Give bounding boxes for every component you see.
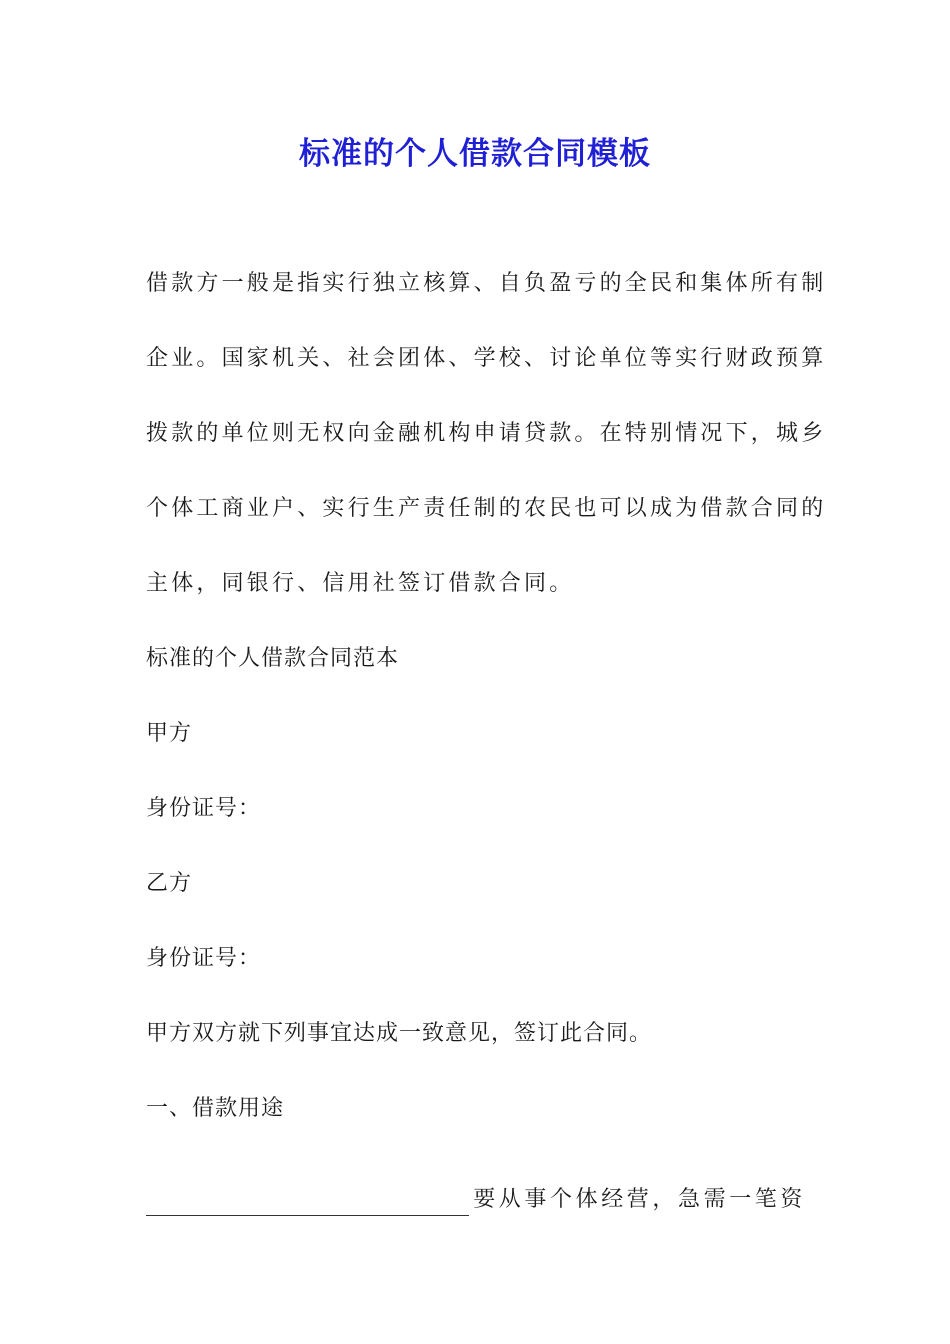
document-title: 标准的个人借款合同模板 — [299, 136, 651, 172]
intro-line-5: 主体，同银行、信用社签订借款合同。 — [146, 571, 575, 596]
document-body — [146, 262, 827, 1237]
party-a-label: 甲方 — [146, 721, 193, 746]
section-1-fill-line — [146, 1162, 806, 1237]
intro-line-2: 企业。国家机关、社会团体、学校、讨论单位等实行财政预算 — [146, 346, 827, 371]
party-b-id-label: 身份证号： — [146, 946, 262, 971]
section-1-text: 要从事个体经营，急需一笔资 — [473, 1186, 806, 1212]
intro-line-3: 拨款的单位则无权向金融机构申请贷款。在特别情况下，城乡 — [146, 421, 827, 446]
agreement-statement: 甲方双方就下列事宜达成一致意见，签订此合同。 — [146, 1021, 653, 1046]
intro-line-1: 借款方一般是指实行独立核算、自负盈亏的全民和集体所有制 — [146, 271, 827, 296]
sample-heading: 标准的个人借款合同范本 — [146, 646, 400, 671]
party-a-id-label: 身份证号： — [146, 796, 262, 821]
party-b-label: 乙方 — [146, 871, 193, 896]
intro-line-4: 个体工商业户、实行生产责任制的农民也可以成为借款合同的 — [146, 496, 827, 521]
section-1-heading: 一、借款用途 — [146, 1096, 285, 1121]
fill-in-blank[interactable] — [146, 1185, 469, 1216]
